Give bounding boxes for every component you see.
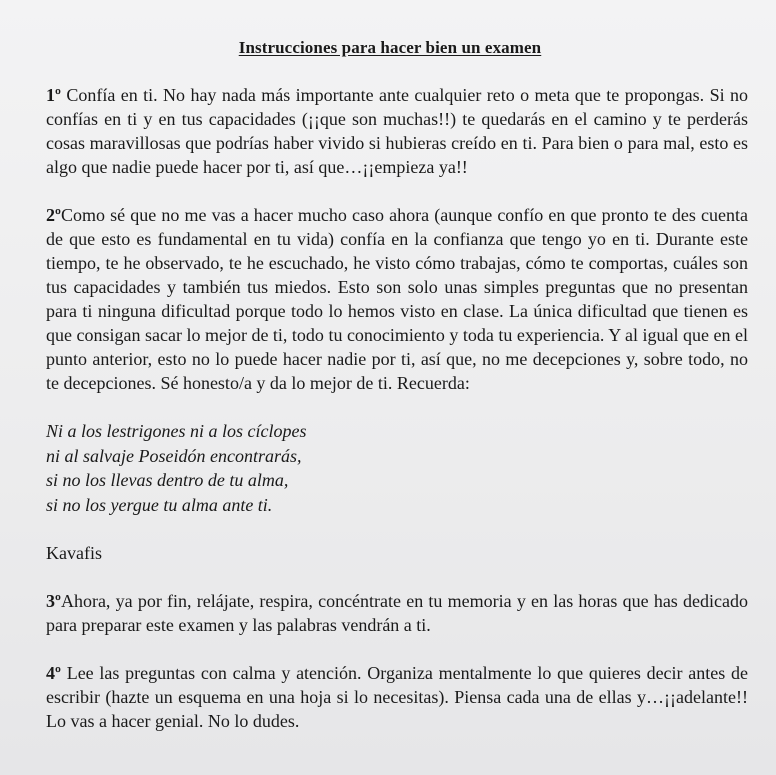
poem-line: ni al salvaje Poseidón encontrarás, — [46, 445, 302, 466]
paragraph-text: Lee las preguntas con calma y atención. Organiza mentalmente lo que quieres decir antes de escribir (hazte un esquema en una hoja si lo necesitas). Piensa cada una de ellas y…¡¡adelante!! Lo vas a hacer genial. No lo dudes. — [46, 663, 748, 731]
paragraph-text: Confía en ti. No hay nada más importante ante cualquier reto o meta que te propongas. Si no confías en ti y en tus capacidades (¡¡que son muchas!!) te quedarás en el camino y te perderás cosas maravillosas que podrías haber vivido si hubieras creído en ti. Para bien o para mal, esto es algo que nadie puede hacer por ti, así que…¡¡empieza ya!! — [46, 85, 748, 177]
poem-line: si no los yergue tu alma ante ti. — [46, 494, 273, 515]
paragraph-number: 1º — [46, 85, 61, 105]
paragraph-text: Como sé que no me vas a hacer mucho caso ahora (aunque confío en que pronto te des cuenta de que esto es fundamental en tu vida) confía en la confianza que tengo yo en ti. Durante este tiempo, te he observado, te he escuchado, he visto cómo trabajas, cómo te comportas, cuáles son tus capacidades y también tus miedos. Esto son solo unas simples preguntas que no presentan para ti ninguna dificultad porque todo lo hemos visto en clase. La única dificultad que tienen es que consigan sacar lo mejor de ti, todo tu conocimiento y toda tu experiencia. Y al igual que en el punto anterior, esto no lo puede hacer nadie por ti, así que, no me decepciones y, sobre todo, no te decepciones. Sé honesto/a y da lo mejor de ti. Recuerda: — [46, 205, 748, 393]
poem-line: si no los llevas dentro de tu alma, — [46, 470, 289, 490]
poem-quote — [46, 419, 748, 517]
instruction-paragraph-4 — [46, 661, 748, 733]
paragraph-number: 2º — [46, 205, 61, 225]
paragraph-text: Ahora, ya por fin, relájate, respira, concéntrate en tu memoria y en las horas que has dedicado para preparar este examen y las palabras vendrán a ti. — [46, 591, 748, 635]
document-title: Instrucciones para hacer bien un examen — [238, 38, 542, 57]
instruction-paragraph-3 — [46, 589, 748, 637]
instruction-paragraph-1 — [46, 83, 748, 179]
poem-author: Kavafis — [46, 543, 102, 563]
instruction-paragraph-2 — [46, 203, 748, 395]
paragraph-number: 3º — [46, 591, 61, 611]
paragraph-number: 4º — [46, 663, 61, 683]
poem-line: Ni a los lestrigones ni a los cíclopes — [46, 421, 307, 441]
